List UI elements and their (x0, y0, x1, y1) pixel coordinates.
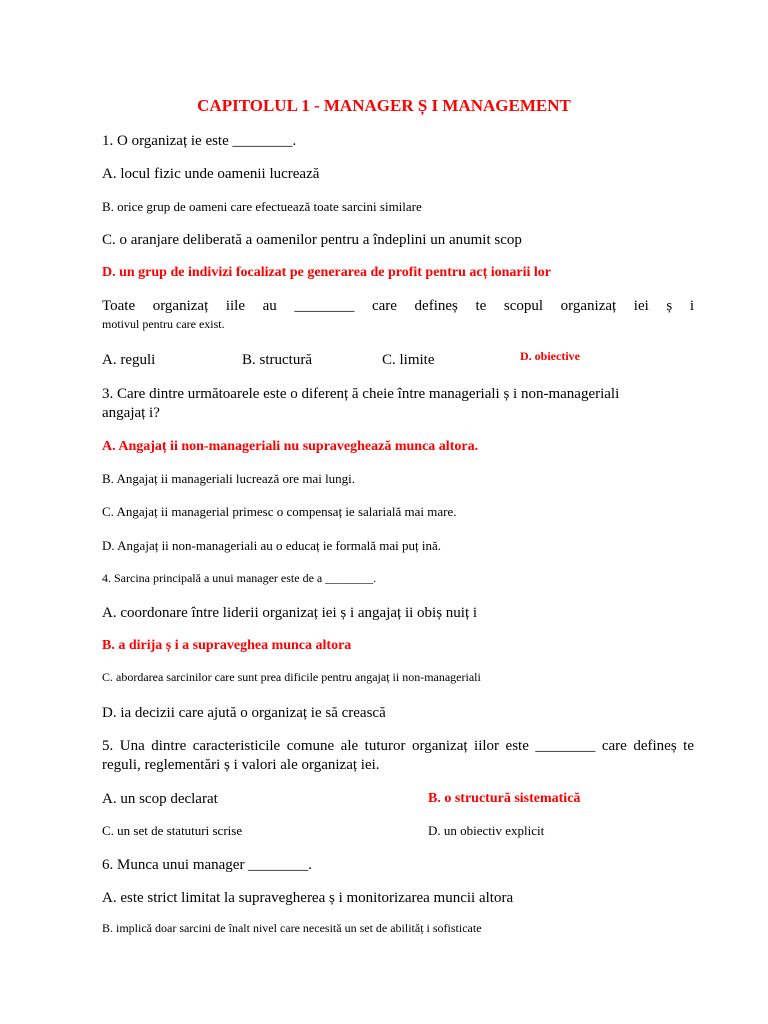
chapter-title: CAPITOLUL 1 - MANAGER Ș I MANAGEMENT (197, 96, 571, 115)
q2-option-b: B. structură (242, 352, 312, 368)
q1-option-c: C. o aranjare deliberată a oamenilor pentru a îndeplini un anumit scop (102, 232, 522, 248)
q2-option-d-correct: D. obiective (520, 349, 580, 363)
q3-option-c: C. Angajaț ii managerial primesc o compensaț ie salarială mai mare. (102, 504, 457, 519)
q2-option-c: C. limite (382, 352, 435, 368)
q3-option-d: D. Angajaț ii non-manageriali au o educaț ie formală mai puț ină. (102, 538, 441, 553)
question-6: 6. Munca unui manager ________. (102, 857, 312, 873)
q5-option-c: C. un set de statuturi scrise (102, 823, 243, 838)
q4-option-c: C. abordarea sarcinilor care sunt prea dificile pentru angajaț ii non-manageriali (102, 670, 481, 684)
question-5-line-2: reguli, reglementări ș i valori ale organizaț iei. (102, 757, 380, 773)
q6-option-a: A. este strict limitat la supravegherea ș i monitorizarea muncii altora (102, 890, 514, 906)
question-5-line-1: 5. Una dintre caracteristicile comune ale tuturor organizaț iilor este ________ care defineș te (102, 738, 694, 754)
question-2-line-2: motivul pentru care exist. (102, 317, 225, 331)
q1-option-d-correct: D. un grup de indivizi focalizat pe generarea de profit pentru acț ionarii lor (102, 265, 552, 280)
question-4: 4. Sarcina principală a unui manager este de a ________. (102, 571, 377, 585)
q5-option-b-correct: B. o structură sistematică (428, 791, 581, 806)
q5-option-a: A. un scop declarat (102, 791, 218, 807)
q1-option-a: A. locul fizic unde oamenii lucrează (102, 166, 320, 182)
q1-option-b: B. orice grup de oameni care efectuează toate sarcini similare (102, 199, 422, 214)
question-1: 1. O organizaț ie este ________. (102, 133, 297, 149)
q4-option-d: D. ia decizii care ajută o organizaț ie să crească (102, 705, 386, 721)
q3-option-b: B. Angajaț ii manageriali lucrează ore mai lungi. (102, 471, 356, 486)
q5-option-d: D. un obiectiv explicit (428, 823, 545, 838)
question-3-line-2: angajaț i? (102, 405, 160, 421)
q4-option-a: A. coordonare între liderii organizaț iei ș i angajaț ii obiș nuiț i (102, 605, 478, 621)
q2-option-a: A. reguli (102, 352, 156, 368)
question-2-line-1: Toate organizaț iile au ________ care defineș te scopul organizaț iei ș i (102, 298, 694, 314)
q6-option-b: B. implică doar sarcini de înalt nivel care necesită un set de abilităț i sofisticate (102, 921, 482, 935)
question-3-line-1: 3. Care dintre următoarele este o diferenț ă cheie între manageriali ș i non-manageriali (102, 386, 620, 402)
q3-option-a-correct: A. Angajaț ii non-manageriali nu supraveghează munca altora. (102, 439, 479, 454)
q4-option-b-correct: B. a dirija ș i a supraveghea munca altora (102, 638, 352, 653)
